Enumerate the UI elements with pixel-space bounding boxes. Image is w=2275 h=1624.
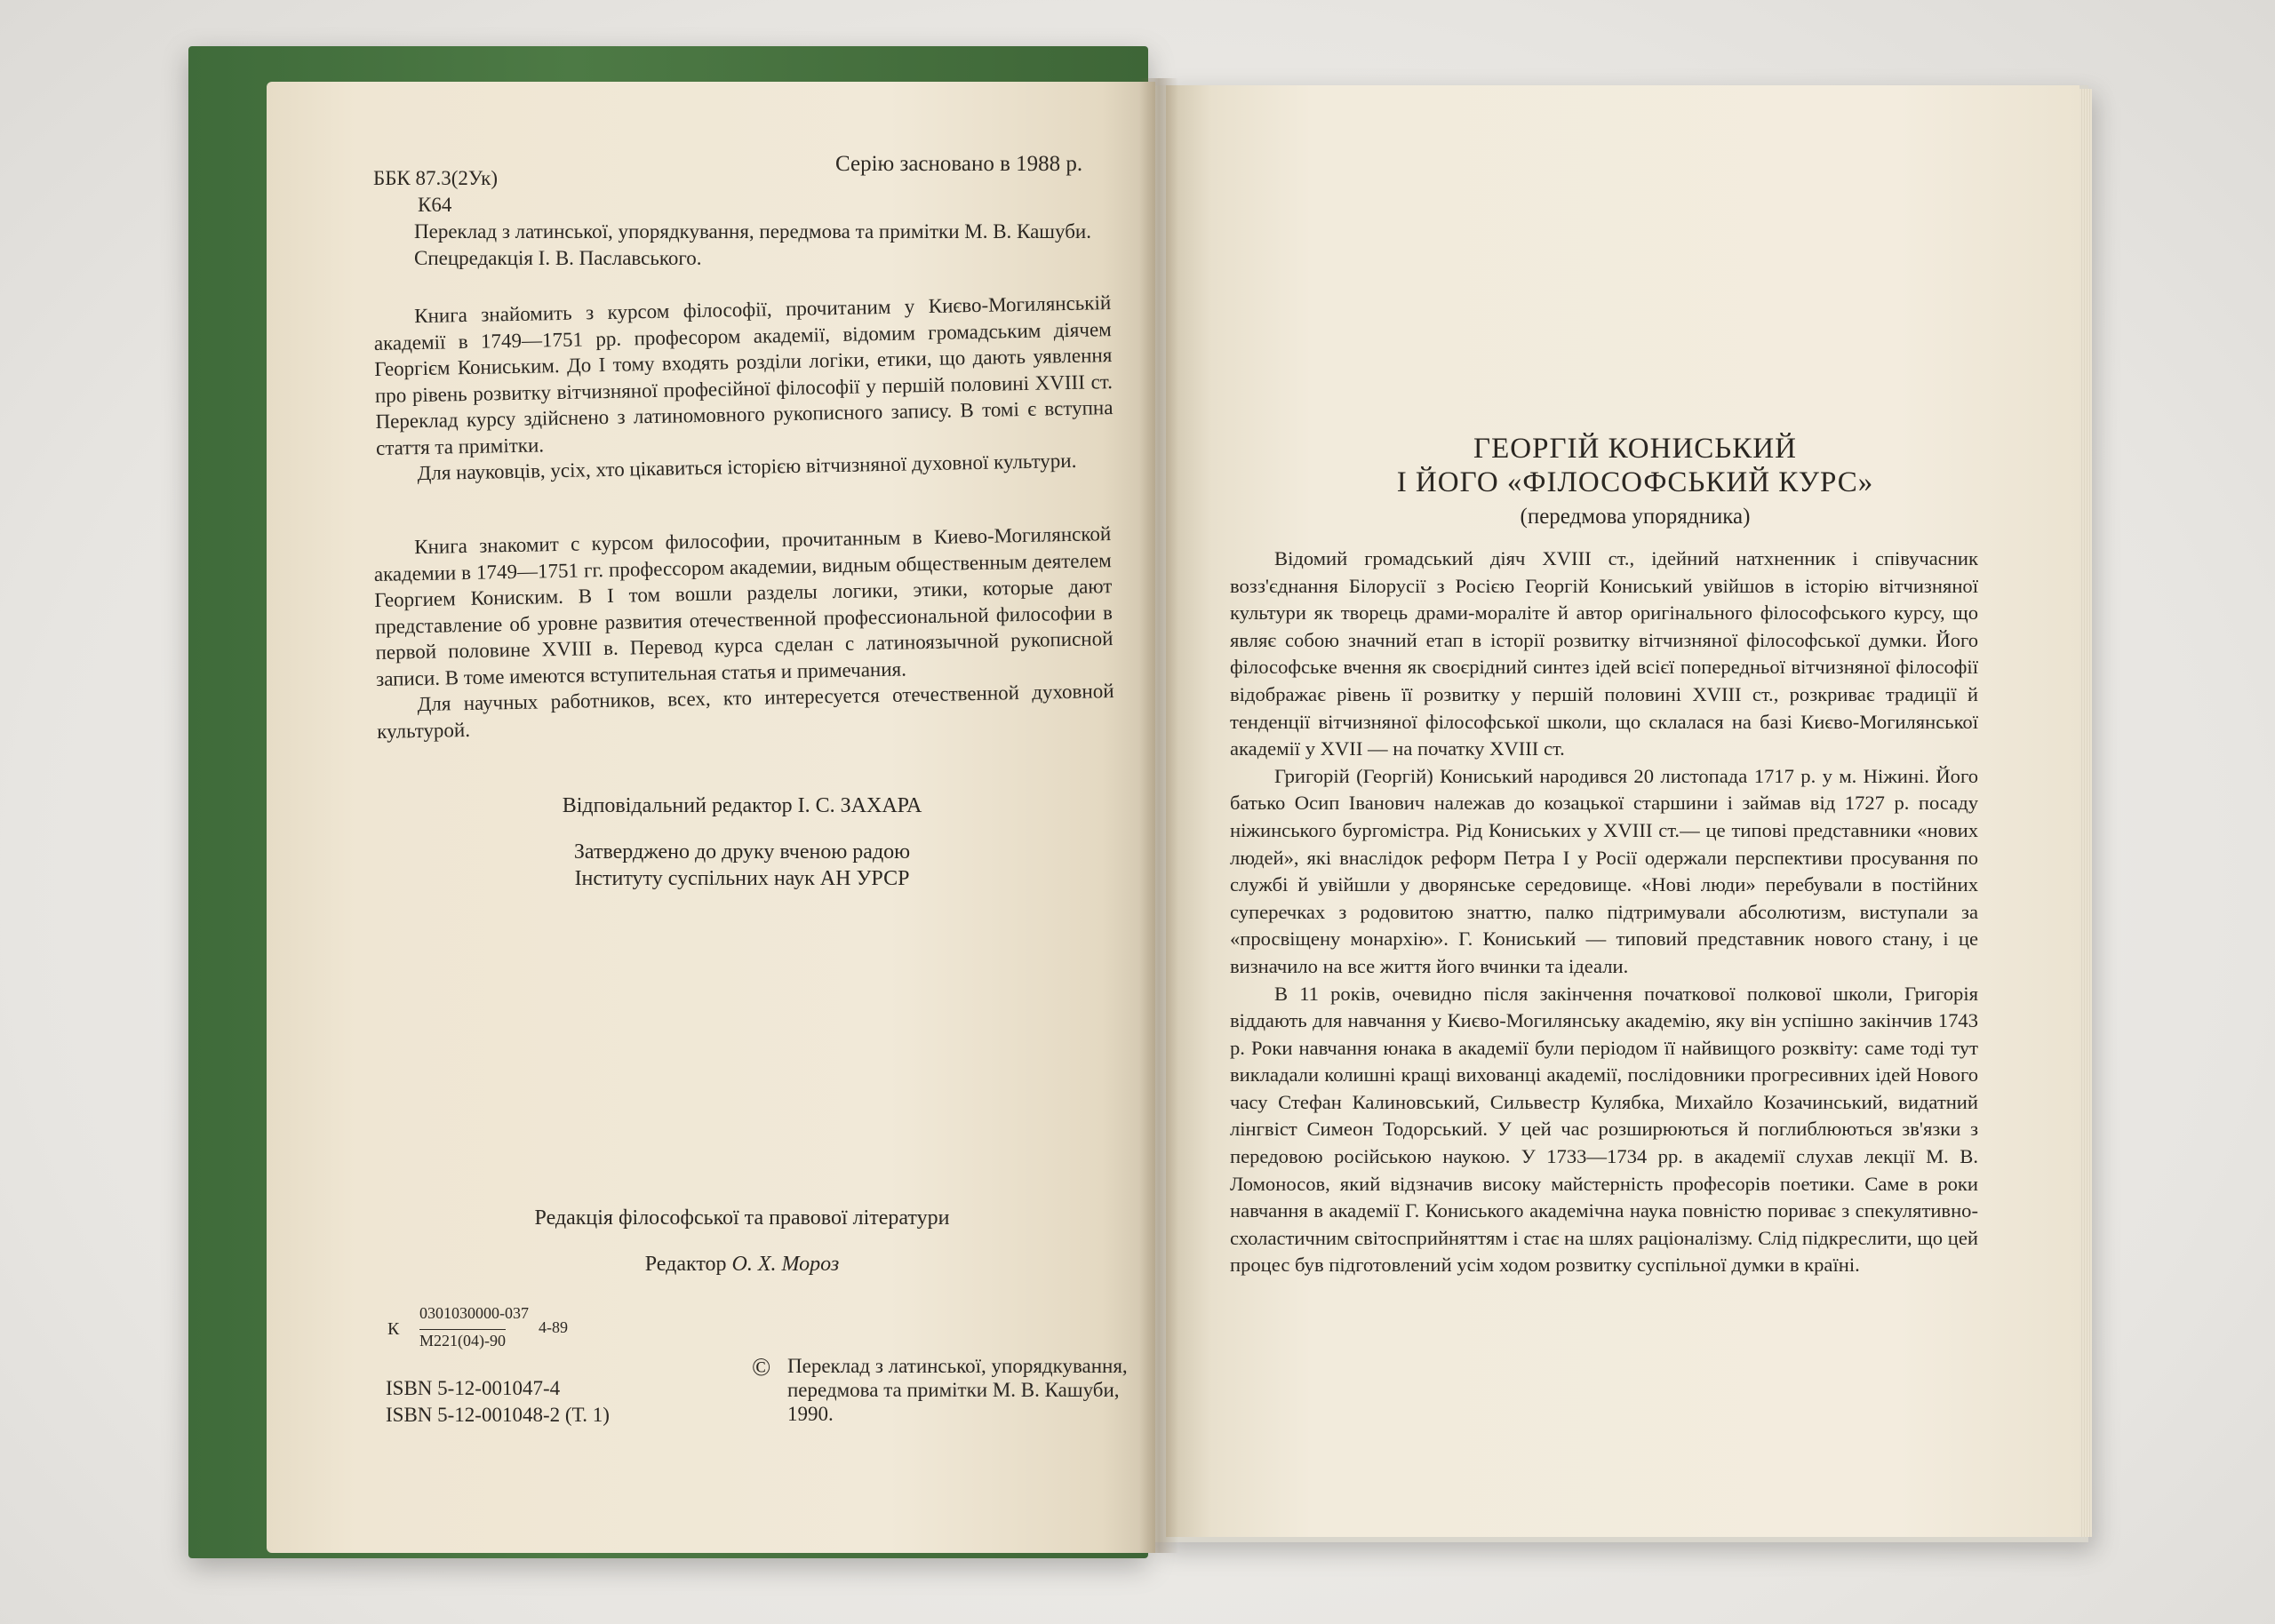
preface-body [1230,545,1978,1279]
bbk-code: К64 [418,194,452,216]
approval-line-1: Затверджено до друку вченою радою [573,840,911,864]
credits-special-editor: Спецредакція І. В. Паславського. [414,246,702,269]
publishing-department: Редакція філософської та правової літератури [534,1206,950,1230]
abstract-ru-paragraph: Книга знакомит с курсом философии, прочитанным в Киево-Могилянской академии в 1749—1751 гг. профессором академии, видным общественным деятелем Георгием Кониским. В І том вошли разделы логики, этики, которые дают представление об уровне развития отечественной профессиональной философии в первой половине XVIII в. Перевод курса сделан с латиноязычной рукописной записи. В томе имеются вступительная статья и примечания. [373,522,1114,690]
copyright-notice [752,1354,1143,1426]
credits [373,219,1111,271]
editor-label: Редактор [644,1253,732,1276]
bbk-index: ББК 87.3(2Ук) [373,167,499,189]
preface-paragraph: В 11 років, очевидно після закінчення початкової полкової школи, Григорія віддають для навчання у Києво-Могилянську академію, яку він успішно закінчив 1743 р. Роки навчання юнака в академії були періодом її найвищого розквіту: саме тоді тут викладали колишні кращі вихованці академії, послідовники прогресивних ідей Нового часу Стефан Калиновський, Сильвестр Кулябка, Михайло Козачинський, видатний лінгвіст Симеон Тодорський. У цей час розширюються й поглиблюються зв'язки з передовою російською наукою. У 1733—1734 рр. в академії слухав лекції М. В. Ломоносов, який відзначив високу майстерність професорів поетики. Саме в роки навчання в академії Г. Кониського академічна наука повністю пориває з спекулятивно-схоластичним світосприйняттям і стає на шлях раціоналізму. Слід підкреслити, що цей процес був підготовлений усім ходом розвитку суспільної думки в країні. [1230,982,1978,1277]
catalog-numerator: 0301030000-037 [419,1304,529,1322]
abstract-ukrainian [373,290,1114,487]
preface-paragraph: Відомий громадський діяч XVIII ст., ідейний натхненник і співучасник возз'єднання Білорусії з Росією Георгій Кониський увійшов в історію вітчизняної культури як творець драми-мораліте й автор оригінального філософського курсу, що являє собою значний етап в історії розвитку вітчизняної філософської думки. Його філософське вчення як своєрідний синтез ідей всієї попередньої вітчизняної філософії відображає рівень її розвитку у першій половині XVIII ст., розкриває традиції й тенденції вітчизняної філософської школи, що склалася на базі Києво-Могилянської академії у XVII — на початку XVIII ст. [1230,547,1978,760]
isbn-volume: ISBN 5-12-001048-2 (Т. 1) [386,1404,610,1426]
isbn-set: ISBN 5-12-001047-4 [386,1377,561,1399]
abstract-ru-audience: Для научных работников, всех, кто интересуется отечественной духовной культурой. [377,680,1114,743]
copyright-text: Переклад з латинської, упорядкування, передмова та примітки М. В. Кашуби, 1990. [787,1355,1128,1425]
chapter-title-line-1: ГЕОРГІЙ КОНИСЬКИЙ [1473,433,1797,465]
book-gutter [1139,78,1178,1553]
credits-translation: Переклад з латинської, упорядкування, передмова та примітки М. В. Кашуби. [414,220,1091,243]
responsible-editor: Відповідальний редактор І. С. ЗАХАРА [562,794,922,817]
editor-name: О. Х. Мороз [731,1253,840,1276]
chapter-title-line-2: І ЙОГО «ФІЛОСОФСЬКИЙ КУРС» [1396,466,1874,498]
catalog-k: К [387,1319,400,1339]
approval-note [373,839,1111,892]
abstract-ua-paragraph: Книга знайомить з курсом філософії, прочитаним у Києво-Могилянській академії в 1749—1751 рр. професором академії, відомим громадським діячем Георгієм Кониським. До І тому входять розділи логіки, етики, що дають уявлення про рівень розвитку вітчизняної професійної філософії у першій половині XVIII ст. Переклад курсу здійснено з латиномовного рукописного запису. В томі є вступна стаття та примітки. [373,291,1114,459]
approval-line-2: Інституту суспільних наук АН УРСР [574,867,910,890]
editor-line [373,1251,1111,1278]
chapter-subtitle: (передмова упорядника) [1520,505,1751,529]
abstract-russian [373,521,1114,744]
copyright-icon: © [752,1354,771,1381]
catalog-tail: 4-89 [539,1318,568,1336]
series-note: Серію засновано в 1988 р. [835,152,1083,176]
catalog-denominator: М221(04)-90 [419,1329,506,1349]
preface-paragraph: Григорій (Георгій) Кониський народився 20 листопада 1717 р. у м. Ніжині. Його батько Осип Іванович належав до козацької старшини і займав від 1727 р. посаду ніжинського бургомістра. Рід Кониських у XVIII ст.— це типові представники «нових людей», які внаслідок реформ Петра І у Росії одержали перспективи просування по службі й увійшли у дворянське середовище. «Нові люди» перебували в постійних суперечках з родовитою знаттю, палко підтримували абсолютизм, виступали за «просвіщену монархію». Г. Кониський — типовий представник нового стану, і це визначило на все життя його вчинки та ідеали. [1230,764,1978,977]
abstract-ua-audience: Для науковців, усіх, хто цікавиться історією вітчизняної духовної культури. [417,449,1077,485]
